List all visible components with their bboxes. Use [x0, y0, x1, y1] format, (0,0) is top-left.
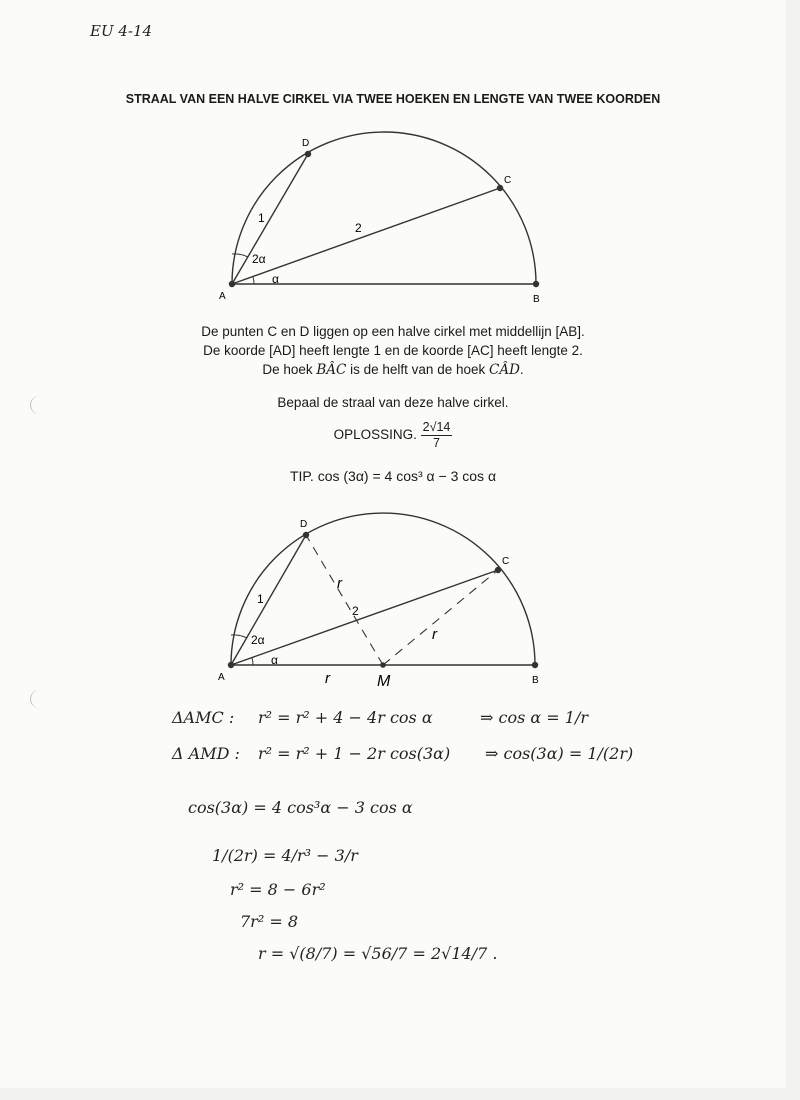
label-angle-big-1: 2α [252, 252, 266, 266]
label-D-2: D [300, 519, 308, 530]
chord-AD-1 [232, 154, 308, 284]
angle-CAD: CÂD [488, 362, 520, 378]
solution-fraction [421, 420, 453, 451]
solution-label: OPLOSSING. [333, 427, 417, 443]
point-A-1 [229, 281, 235, 287]
label-AM-radius: r [325, 670, 330, 687]
chord-AD-2 [231, 535, 306, 665]
label-M-2: M [377, 673, 391, 690]
header-note: EU 4-14 [90, 22, 153, 40]
angle-arc-small-1 [253, 277, 254, 284]
radius-MD-dashed [306, 535, 383, 665]
tip-formula: TIP. cos (3α) = 4 cos³ α − 3 cos α [289, 468, 497, 484]
punch-hole-top [30, 396, 49, 414]
label-angle-small-2: α [271, 653, 278, 667]
angle-BAC: BÂC [316, 362, 347, 378]
point-A-2 [228, 662, 234, 668]
hand-line1-result: ⇒ cos α = 1/r [480, 708, 588, 727]
label-B-1: B [533, 294, 540, 305]
angle-arc-small-2 [252, 658, 253, 665]
hand-line3: cos(3α) = 4 cos³α − 3 cos α [188, 798, 413, 817]
label-angle-small-1: α [272, 272, 279, 286]
point-B-1 [533, 281, 539, 287]
point-D-2 [303, 532, 309, 538]
label-C-1: C [504, 175, 512, 186]
label-AD-length-1: 1 [258, 211, 265, 225]
point-C-1 [497, 185, 503, 191]
punch-hole-bottom [30, 690, 49, 708]
solution-answer [0, 420, 786, 451]
problem-line-3: De hoek BÂC is de helft van de hoek CÂD. [262, 362, 524, 378]
hand-line2-label: Δ AMD : [172, 744, 240, 763]
problem-line-1: De punten C en D liggen op een halve cirkel met middellijn [AB]. [201, 324, 585, 339]
figure-semicircle-1 [0, 0, 786, 320]
label-D-1: D [302, 138, 310, 149]
label-angle-big-2: 2α [251, 633, 265, 647]
label-AD-length-2: 1 [257, 592, 264, 606]
solution-numerator: 2√14 [422, 420, 451, 434]
figure-semicircle-2 [0, 500, 786, 700]
problem-question: Bepaal de straal van deze halve cirkel. [277, 395, 509, 410]
point-D-1 [305, 151, 311, 157]
radius-MC-dashed [383, 570, 498, 665]
hand-line6: 7r² = 8 [240, 912, 298, 931]
label-MD-radius: r [337, 575, 342, 592]
problem-statement [0, 322, 786, 380]
solution-denominator: 7 [433, 436, 440, 450]
page-title: STRAAL VAN EEN HALVE CIRKEL VIA TWEE HOEKEN EN LENGTE VAN TWEE KOORDEN [125, 92, 661, 106]
hand-line2-equation: r² = r² + 1 − 2r cos(3α) [258, 744, 451, 763]
label-A-1: A [219, 291, 226, 302]
label-B-2: B [532, 675, 539, 686]
label-AC-length-2: 2 [352, 604, 359, 618]
hand-line1-equation: r² = r² + 4 − 4r cos α [258, 708, 433, 727]
label-MC-radius: r [432, 626, 437, 643]
semicircle-arc-2 [231, 513, 535, 665]
semicircle-arc-1 [232, 132, 536, 284]
hand-line1-label: ΔAMC : [172, 708, 235, 727]
hand-line5: r² = 8 − 6r² [230, 880, 326, 899]
label-C-2: C [502, 556, 510, 567]
chord-AC-1 [232, 188, 500, 284]
hand-line7: r = √(8/7) = √56/7 = 2√14/7 . [258, 944, 498, 963]
problem-line-2: De koorde [AD] heeft lengte 1 en de koorde [AC] heeft lengte 2. [203, 343, 583, 358]
label-AC-length-1: 2 [355, 221, 362, 235]
chord-AC-2 [231, 570, 498, 665]
point-M-2 [380, 662, 386, 668]
hand-line4: 1/(2r) = 4/r³ − 3/r [212, 846, 358, 865]
label-A-2: A [218, 672, 225, 683]
point-C-2 [495, 567, 501, 573]
hand-line2-result: ⇒ cos(3α) = 1/(2r) [485, 744, 634, 763]
point-B-2 [532, 662, 538, 668]
